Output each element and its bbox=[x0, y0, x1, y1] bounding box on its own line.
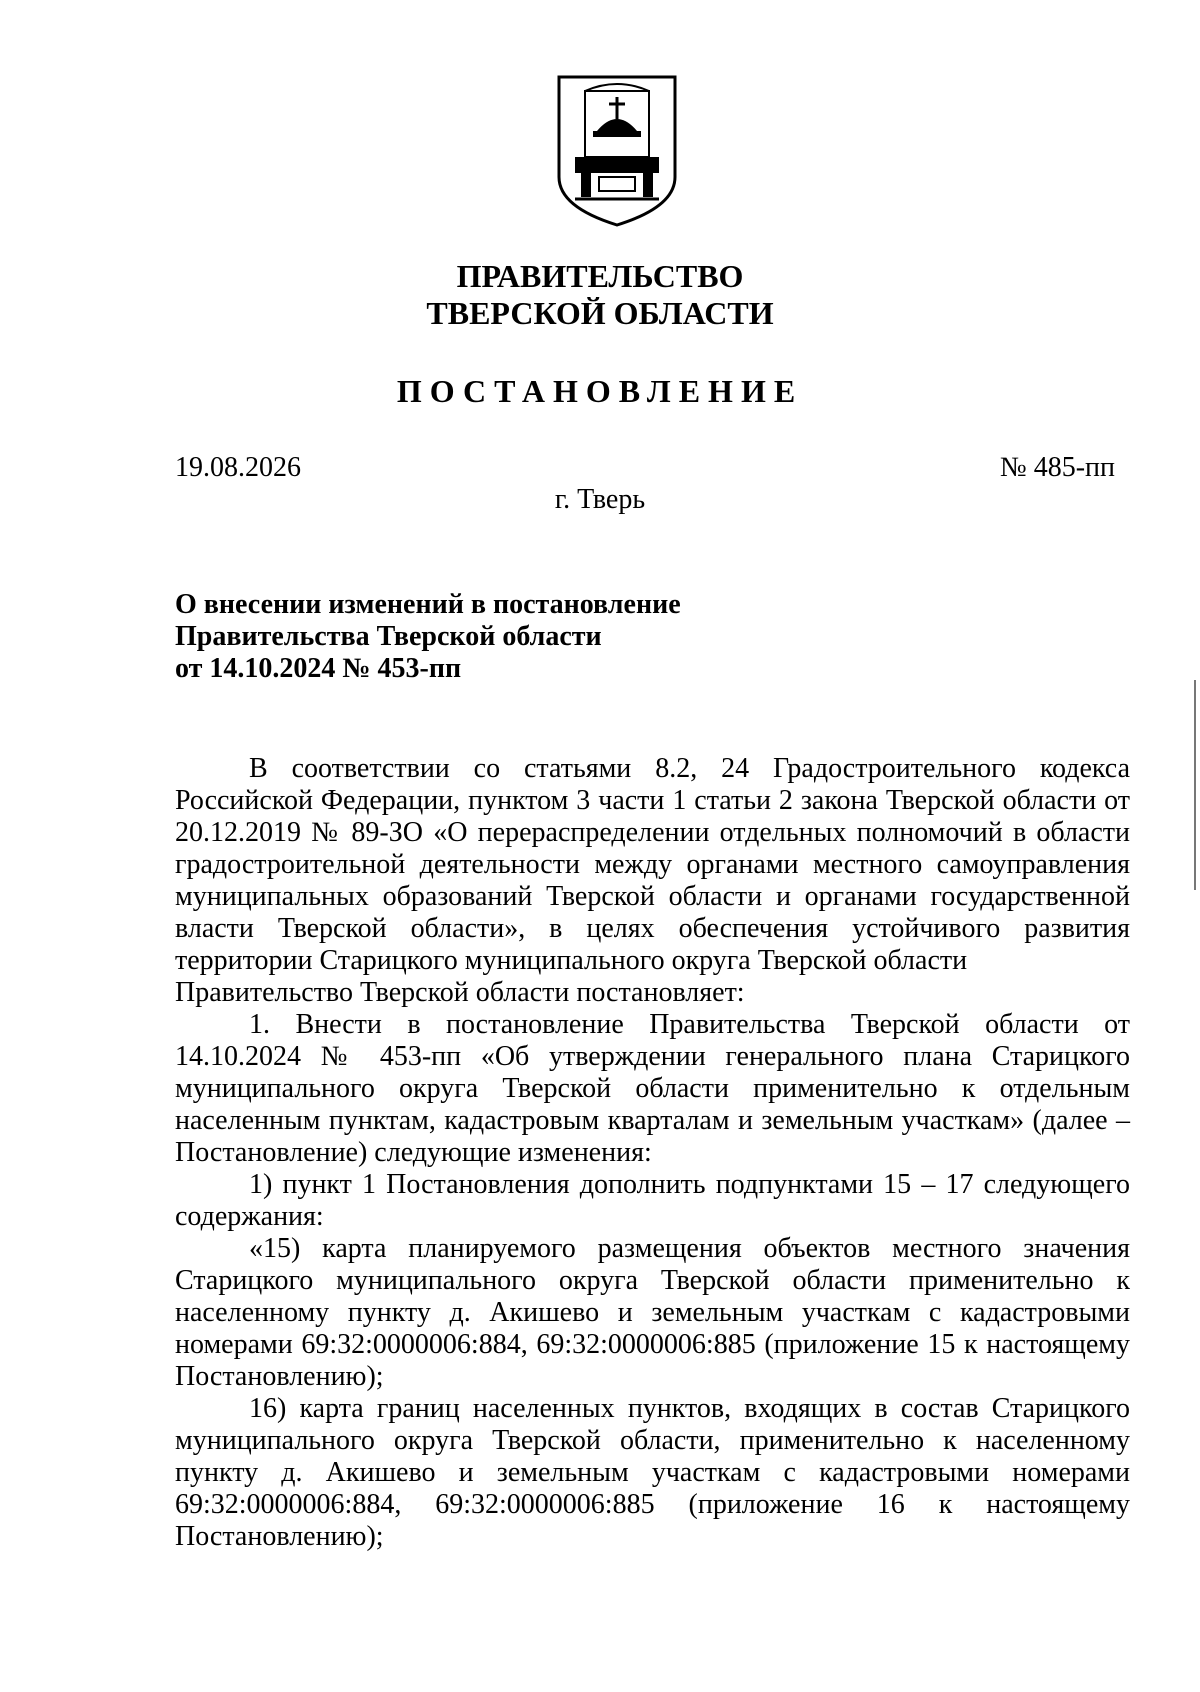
subitem-15-paragraph: «15) карта планируемого размещения объектов местного значения Старицкого муниципального округа Тверской области применительно к населенному пункту д. Акишево и земельным участкам с кадастровыми номерами 69:32:0000006:884, 69:32:0000006:885 (приложение 15 к настоящему Постановлению); bbox=[175, 1233, 1130, 1392]
document-city: г. Тверь bbox=[554, 484, 646, 515]
document-number: № 485-пп bbox=[999, 452, 1115, 483]
subject-line1: О внесении изменений в постановление bbox=[175, 589, 681, 620]
preamble-paragraph: В соответствии со статьями 8.2, 24 Градостроительного кодекса Российской Федерации, пунктом 3 части 1 статьи 2 закона Тверской области от 20.12.2019 № 89-ЗО «О перераспределении отдельных полномочий в области градостроительной деятельности между органами местного самоуправления муниципальных образований Тверской области и органами государственной власти Тверской области», в целях обеспечения устойчивого развития территории Старицкого муниципального округа Тверской области bbox=[175, 753, 1130, 976]
government-title-line1: ПРАВИТЕЛЬСТВО bbox=[456, 258, 744, 294]
preamble-resolution: Правительство Тверской области постановляет: bbox=[175, 977, 745, 1008]
coat-of-arms-icon bbox=[555, 73, 679, 229]
subitem-16-paragraph: 16) карта границ населенных пунктов, входящих в состав Старицкого муниципального округа Тверской области, применительно к населенному пункту д. Акишево и земельным участкам с кадастровыми номерами 69:32:0000006:884, 69:32:0000006:885 (приложение 16 к настоящему Постановлению); bbox=[175, 1393, 1130, 1552]
government-title-line2: ТВЕРСКОЙ ОБЛАСТИ bbox=[426, 295, 774, 331]
document-date: 19.08.2026 bbox=[175, 452, 301, 483]
subject-line2: Правительства Тверской области bbox=[175, 621, 602, 652]
document-subject bbox=[175, 589, 681, 685]
item-1-paragraph: 1. Внести в постановление Правительства Тверской области от 14.10.2024 № 453-пп «Об утверждении генерального плана Старицкого муниципального округа Тверской области применительно к отдельным населенным пунктам, кадастровым кварталам и земельным участкам» (далее – Постановление) следующие изменения: bbox=[175, 1009, 1130, 1168]
scan-edge-mark bbox=[1194, 680, 1196, 890]
document-body bbox=[175, 753, 1130, 1553]
subject-line3: от 14.10.2024 № 453-пп bbox=[175, 653, 462, 684]
document-type-title: ПОСТАНОВЛЕНИЕ bbox=[396, 373, 804, 409]
government-title bbox=[0, 258, 1200, 332]
subitem-1-paragraph: 1) пункт 1 Постановления дополнить подпунктами 15 – 17 следующего содержания: bbox=[175, 1169, 1130, 1232]
